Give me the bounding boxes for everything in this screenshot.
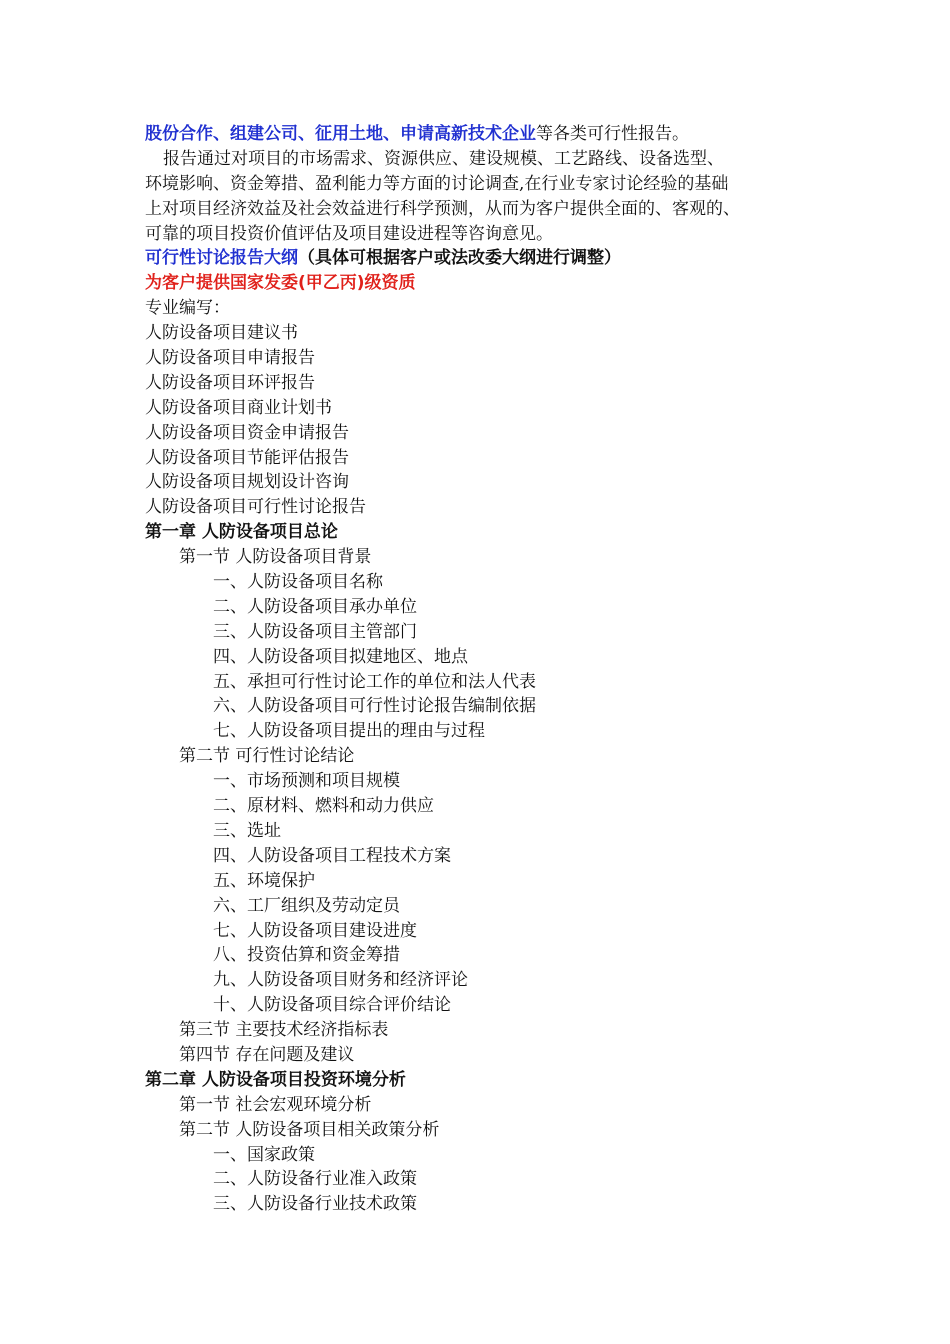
- toc-item: 三、选址: [213, 820, 281, 841]
- toc-item: 四、人防设备项目工程技术方案: [213, 845, 451, 866]
- service-item: 人防设备项目环评报告: [145, 372, 315, 393]
- outline-heading-blue: 可行性讨论报告大纲: [145, 248, 298, 269]
- toc-item: 二、原材料、燃料和动力供应: [213, 796, 434, 817]
- toc-item: 五、承担可行性讨论工作的单位和法人代表: [213, 671, 536, 692]
- toc-item: 十、人防设备项目综合评价结论: [213, 995, 451, 1016]
- section-title: 第一节 社会宏观环境分析: [179, 1094, 372, 1115]
- toc-item: 六、人防设备项目可行性讨论报告编制依据: [213, 696, 536, 717]
- toc-item: 三、人防设备项目主管部门: [213, 621, 417, 642]
- section-title: 第三节 主要技术经济指标表: [179, 1020, 389, 1041]
- toc-item: 七、人防设备项目提出的理由与过程: [213, 721, 485, 742]
- services-label: 专业编写：: [145, 298, 230, 319]
- service-item: 人防设备项目建议书: [145, 323, 298, 344]
- paragraph-line: 报告通过对项目的市场需求、资源供应、建设规模、工艺路线、设备选型、: [163, 148, 724, 169]
- qualification-line: 为客户提供国家发委(甲乙丙)级资质: [145, 273, 416, 294]
- intro-rest: 等各类可行性报告。: [536, 124, 689, 144]
- section-title: 第一节 人防设备项目背景: [179, 547, 372, 568]
- service-item: 人防设备项目资金申请报告: [145, 422, 349, 443]
- service-item: 人防设备项目商业计划书: [145, 397, 332, 418]
- toc-item: 九、人防设备项目财务和经济评论: [213, 970, 468, 991]
- paragraph-line: 可靠的项目投资价值评估及项目建设进程等咨询意见。: [145, 223, 553, 244]
- intro-highlight: 股份合作、组建公司、征用土地、申请高新技术企业: [145, 124, 536, 144]
- chapter-title: 第二章 人防设备项目投资环境分析: [145, 1069, 406, 1090]
- section-title: 第二节 人防设备项目相关政策分析: [179, 1119, 440, 1140]
- toc-item: 四、人防设备项目拟建地区、地点: [213, 646, 468, 667]
- service-item: 人防设备项目申请报告: [145, 348, 315, 369]
- service-item: 人防设备项目节能评估报告: [145, 447, 349, 468]
- toc-item: 六、工厂组织及劳动定员: [213, 895, 400, 916]
- paragraph-line: 上对项目经济效益及社会效益进行科学预测，从而为客户提供全面的、客观的、: [145, 198, 740, 219]
- section-title: 第四节 存在问题及建议: [179, 1044, 355, 1065]
- toc-item: 一、人防设备项目名称: [213, 572, 383, 593]
- intro-line: [145, 122, 825, 147]
- toc-item: 一、国家政策: [213, 1144, 315, 1165]
- toc-item: 二、人防设备项目承办单位: [213, 596, 417, 617]
- toc-item: 七、人防设备项目建设进度: [213, 920, 417, 941]
- toc-item: 一、市场预测和项目规模: [213, 771, 400, 792]
- outline-heading-note: （具体可根据客户或法改委大纲进行调整）: [298, 248, 621, 269]
- toc-item: 三、人防设备行业技术政策: [213, 1194, 417, 1215]
- chapter-title: 第一章 人防设备项目总论: [145, 522, 338, 543]
- toc-item: 二、人防设备行业准入政策: [213, 1169, 417, 1190]
- outline-heading: [145, 246, 825, 271]
- service-item: 人防设备项目规划设计咨询: [145, 472, 349, 493]
- service-item: 人防设备项目可行性讨论报告: [145, 497, 366, 518]
- document-body: [145, 122, 825, 1217]
- toc-item: 八、投资估算和资金筹措: [213, 945, 400, 966]
- paragraph-line: 环境影响、资金筹措、盈利能力等方面的讨论调查,在行业专家讨论经验的基础: [145, 173, 729, 194]
- section-title: 第二节 可行性讨论结论: [179, 746, 355, 767]
- toc-item: 五、环境保护: [213, 870, 315, 891]
